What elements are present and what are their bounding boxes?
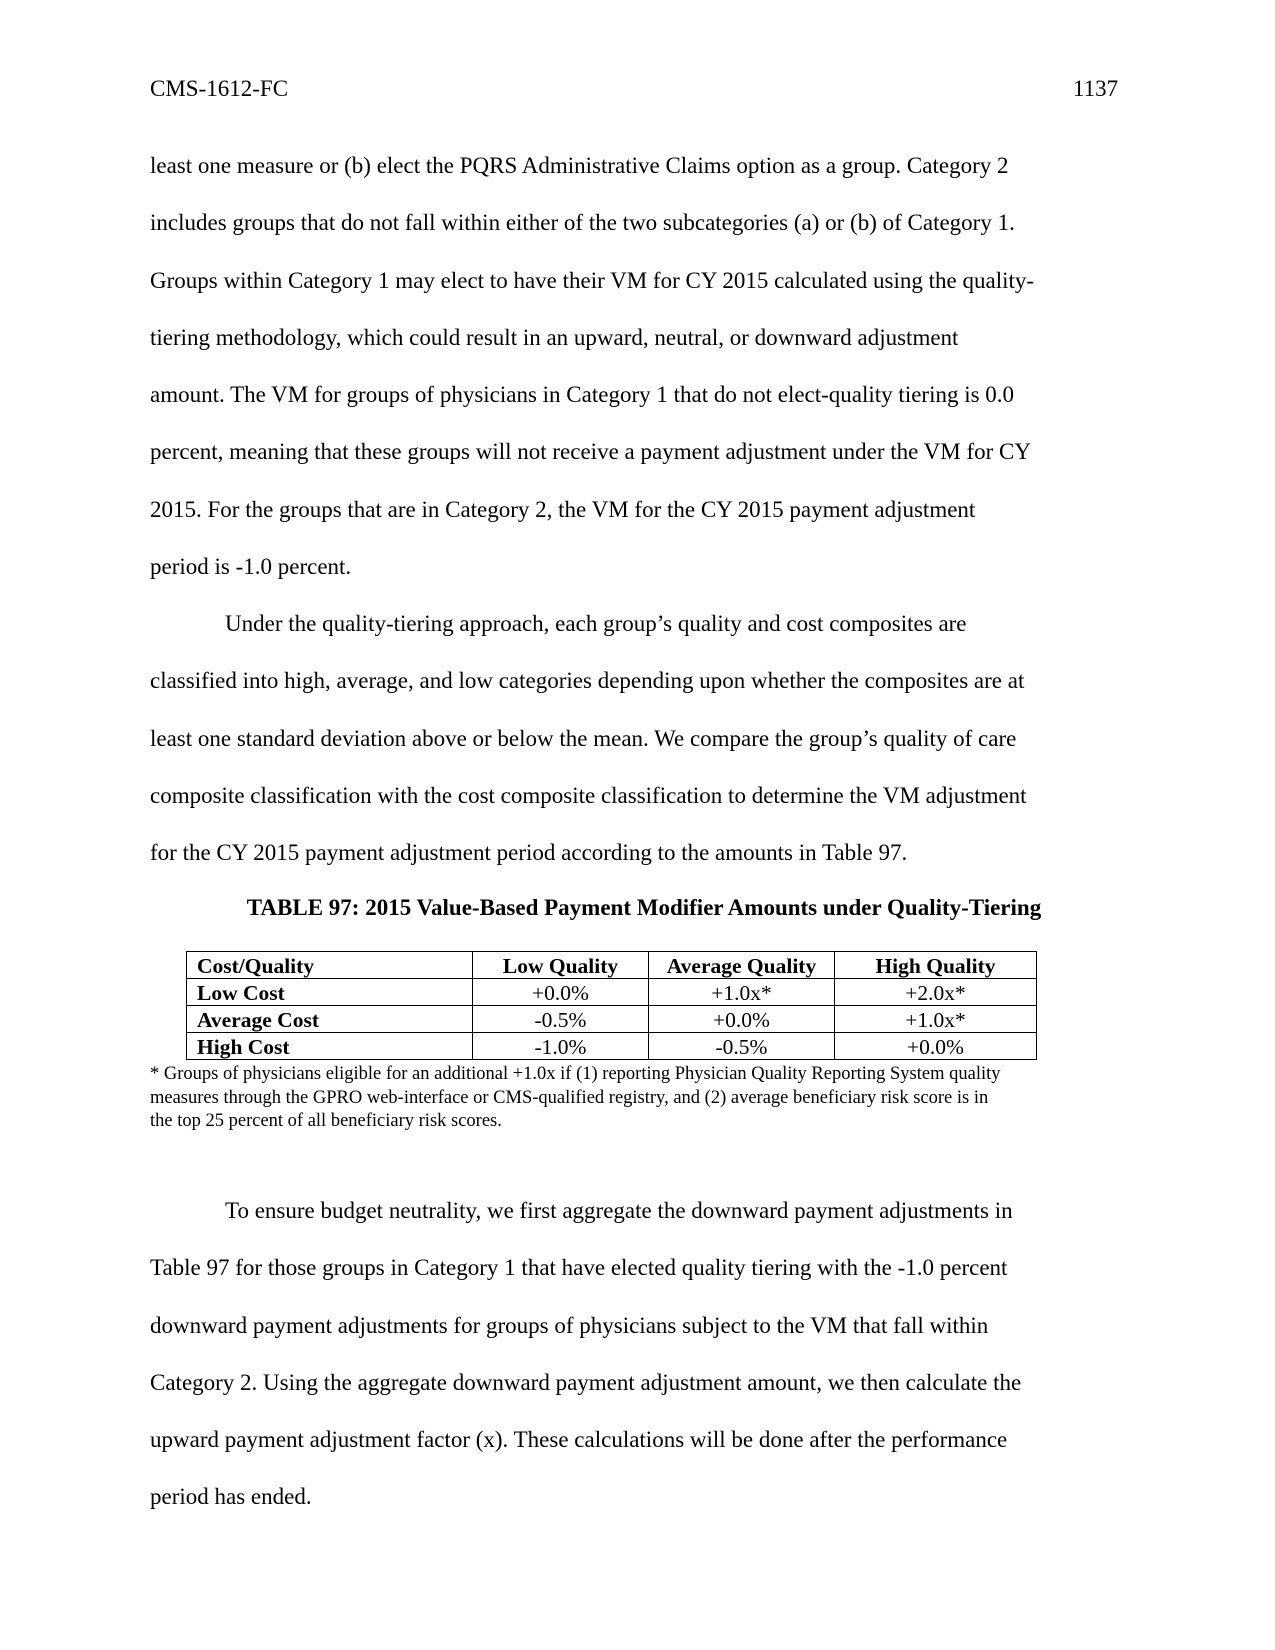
paragraph-line: amount. The VM for groups of physicians in Category 1 that do not elect-quality tiering is 0.0	[150, 382, 1015, 408]
paragraph-line: Category 2. Using the aggregate downward payment adjustment amount, we then calculate the	[150, 1369, 1022, 1395]
paragraph-line: period has ended.	[150, 1484, 312, 1510]
paragraph-line: for the CY 2015 payment adjustment period according to the amounts in Table 97.	[150, 840, 908, 866]
paragraph-line: Under the quality-tiering approach, each group’s quality and cost composites are	[225, 611, 967, 636]
paragraph-line: includes groups that do not fall within either of the two subcategories (a) or (b) of Category 1.	[150, 210, 1015, 236]
paragraph-line: Groups within Category 1 may elect to have their VM for CY 2015 calculated using the quality-	[150, 267, 1035, 293]
paragraph-3	[150, 1182, 1120, 1526]
table-row	[187, 1033, 1037, 1060]
document-id: CMS-1612-FC	[150, 76, 289, 101]
paragraph-1	[150, 137, 1120, 595]
table-cell: +0.0%	[649, 1006, 835, 1033]
table-cell: +1.0x*	[649, 979, 835, 1006]
paragraph-line: classified into high, average, and low categories depending upon whether the composites are at	[150, 668, 1025, 694]
table-row	[187, 1006, 1037, 1033]
footnote-line: * Groups of physicians eligible for an additional +1.0x if (1) reporting Physician Quality Reporting System quality	[150, 1064, 1001, 1084]
paragraph-line: composite classification with the cost composite classification to determine the VM adjustment	[150, 782, 1027, 808]
table-cell: +0.0%	[835, 1033, 1037, 1060]
paragraph-line: 2015. For the groups that are in Category 2, the VM for the CY 2015 payment adjustment	[150, 496, 976, 522]
table-title: TABLE 97: 2015 Value-Based Payment Modifier Amounts under Quality-Tiering	[246, 895, 1042, 920]
paragraph-line: downward payment adjustments for groups of physicians subject to the VM that fall within	[150, 1312, 989, 1338]
table-cell: -0.5%	[649, 1033, 835, 1060]
table-header-cell: Cost/Quality	[187, 952, 473, 979]
table-row	[187, 979, 1037, 1006]
paragraph-line: upward payment adjustment factor (x). These calculations will be done after the performance	[150, 1427, 1008, 1453]
page-number: 1137	[1073, 76, 1119, 101]
paragraph-2	[150, 595, 1120, 881]
table-cell: +0.0%	[473, 979, 649, 1006]
table-header-cell: Low Quality	[473, 952, 649, 979]
table-cell: -1.0%	[473, 1033, 649, 1060]
paragraph-line: period is -1.0 percent.	[150, 554, 352, 580]
paragraph-line: percent, meaning that these groups will not receive a payment adjustment under the VM for CY	[150, 439, 1031, 465]
footnote-line: measures through the GPRO web-interface or CMS-qualified registry, and (2) average beneficiary risk score is in	[150, 1087, 989, 1108]
table-cell: -0.5%	[473, 1006, 649, 1033]
value-modifier-table	[186, 951, 1037, 1060]
paragraph-line: least one standard deviation above or below the mean. We compare the group’s quality of care	[150, 725, 1017, 751]
table-header-cell: Average Quality	[649, 952, 835, 979]
table-header-row	[187, 952, 1037, 979]
paragraph-line: least one measure or (b) elect the PQRS Administrative Claims option as a group. Category 2	[150, 153, 1009, 178]
paragraph-line: To ensure budget neutrality, we first aggregate the downward payment adjustments in	[225, 1198, 1013, 1223]
table-cell: +2.0x*	[835, 979, 1037, 1006]
table-header-cell: High Quality	[835, 952, 1037, 979]
paragraph-line: Table 97 for those groups in Category 1 that have elected quality tiering with the -1.0 percent	[150, 1255, 1008, 1281]
table-row-header: Average Cost	[187, 1006, 473, 1033]
table-row-header: Low Cost	[187, 979, 473, 1006]
paragraph-line: tiering methodology, which could result in an upward, neutral, or downward adjustment	[150, 324, 959, 350]
table-cell: +1.0x*	[835, 1006, 1037, 1033]
table-row-header: High Cost	[187, 1033, 473, 1060]
table-footnote	[150, 1063, 1110, 1134]
footnote-line: the top 25 percent of all beneficiary risk scores.	[150, 1111, 502, 1131]
